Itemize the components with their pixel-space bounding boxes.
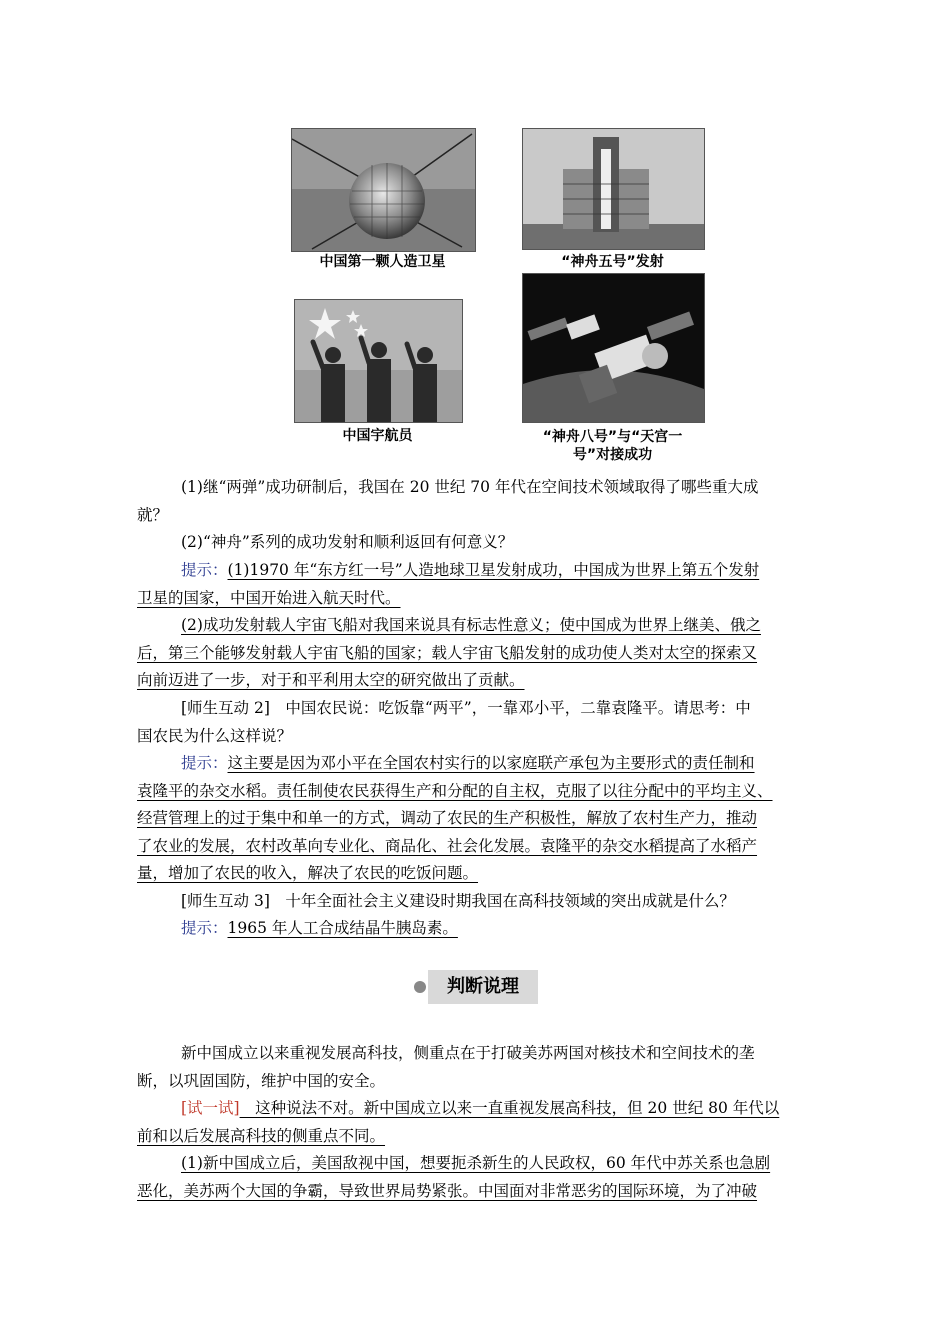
hint-1-line1 <box>181 560 759 580</box>
hint-1-line2: 卫星的国家，中国开始进入航天时代。 <box>137 589 401 607</box>
statement-line2: 断，以巩固国防，维护中国的安全。 <box>137 1072 386 1090</box>
hint-label: 提示： <box>181 919 228 937</box>
hint-label: 提示： <box>181 561 228 579</box>
bullet-dot-icon <box>414 981 426 993</box>
try-it-label: [试一试] <box>181 1099 240 1117</box>
docking-photo <box>522 273 705 423</box>
satellite-caption: 中国第一颗人造卫星 <box>319 254 446 270</box>
interact-2-hint-line2: 袁隆平的杂交水稻。责任制使农民获得生产和分配的自主权，克服了以往分配中的平均主义、 <box>137 782 773 800</box>
interact-3-line1: [师生互动 3] 十年全面社会主义建设时期我国在高科技领域的突出成就是什么？ <box>181 892 735 910</box>
rocket-launch-caption: “神舟五号”发射 <box>561 254 664 270</box>
astronauts-photo <box>294 299 463 423</box>
try-it-line2: 前和以后发展高科技的侧重点不同。 <box>137 1127 386 1145</box>
hint-1-line3: (2)成功发射载人宇宙飞船对我国来说具有标志性意义；使中国成为世界上继美、俄之 <box>181 616 761 634</box>
section-title: 判断说理 <box>428 970 538 1004</box>
question-1-line1: (1)继“两弹”成功研制后，我国在 20 世纪 70 年代在空间技术领域取得了哪些重大成 <box>181 478 759 496</box>
question-1-line2: 就？ <box>137 506 169 524</box>
question-2: (2)“神舟”系列的成功发射和顺利返回有何意义？ <box>181 533 514 551</box>
interact-3-hint <box>181 918 458 938</box>
interact-3-hint-text: 1965 年人工合成结晶牛胰岛素。 <box>227 919 458 937</box>
rocket-launch-photo <box>522 128 705 250</box>
interact-2-line2: 国农民为什么这样说？ <box>137 727 293 745</box>
docking-caption-line2: 号”对接成功 <box>572 447 653 463</box>
try-it-p1-line1: (1)新中国成立后，美国敌视中国，想要扼杀新生的人民政权，60 年代中苏关系也急剧 <box>181 1154 771 1172</box>
satellite-photo <box>291 128 476 252</box>
interact-2-line1: [师生互动 2] 中国农民说：吃饭靠“两平”，一靠邓小平，二靠袁隆平。请思考：中 <box>181 699 751 717</box>
hint-1-line5: 向前迈进了一步，对于和平利用太空的研究做出了贡献。 <box>137 671 525 689</box>
interact-2-hint-line3: 经营管理上的过于集中和单一的方式，调动了农民的生产积极性，解放了农村生产力，推动 <box>137 809 758 827</box>
hint-1-line4: 后，第三个能够发射载人宇宙飞船的国家；载人宇宙飞船发射的成功使人类对太空的探索又 <box>137 644 758 662</box>
try-it-p1-line2: 恶化，美苏两个大国的争霸，导致世界局势紧张。中国面对非常恶劣的国际环境，为了冲破 <box>137 1182 758 1200</box>
interact-2-hint-line1 <box>181 753 755 773</box>
hint-1-answer-1a: (1)1970 年“东方红一号”人造地球卫星发射成功，中国成为世界上第五个发射 <box>227 561 760 579</box>
astronauts-caption: 中国宇航员 <box>342 428 413 444</box>
try-it-text: 这种说法不对。新中国成立以来一直重视发展高科技，但 20 世纪 80 年代以 <box>239 1099 780 1117</box>
docking-caption <box>522 428 703 464</box>
interact-2-hint-line5: 量，增加了农民的收入，解决了农民的吃饭问题。 <box>137 864 479 882</box>
section-heading <box>414 970 538 1004</box>
docking-caption-line1: “神舟八号”与“天宫一 <box>542 429 683 445</box>
statement-line1: 新中国成立以来重视发展高科技，侧重点在于打破美苏两国对核技术和空间技术的垄 <box>181 1044 755 1062</box>
interact-2-hint-line4: 了农业的发展，农村改革向专业化、商品化、社会化发展。袁隆平的杂交水稻提高了水稻产 <box>137 837 758 855</box>
hint-label: 提示： <box>181 754 228 772</box>
interact-2-hint-text: 这主要是因为邓小平在全国农村实行的以家庭联产承包为主要形式的责任制和 <box>227 754 755 772</box>
try-it-line1 <box>181 1098 779 1118</box>
